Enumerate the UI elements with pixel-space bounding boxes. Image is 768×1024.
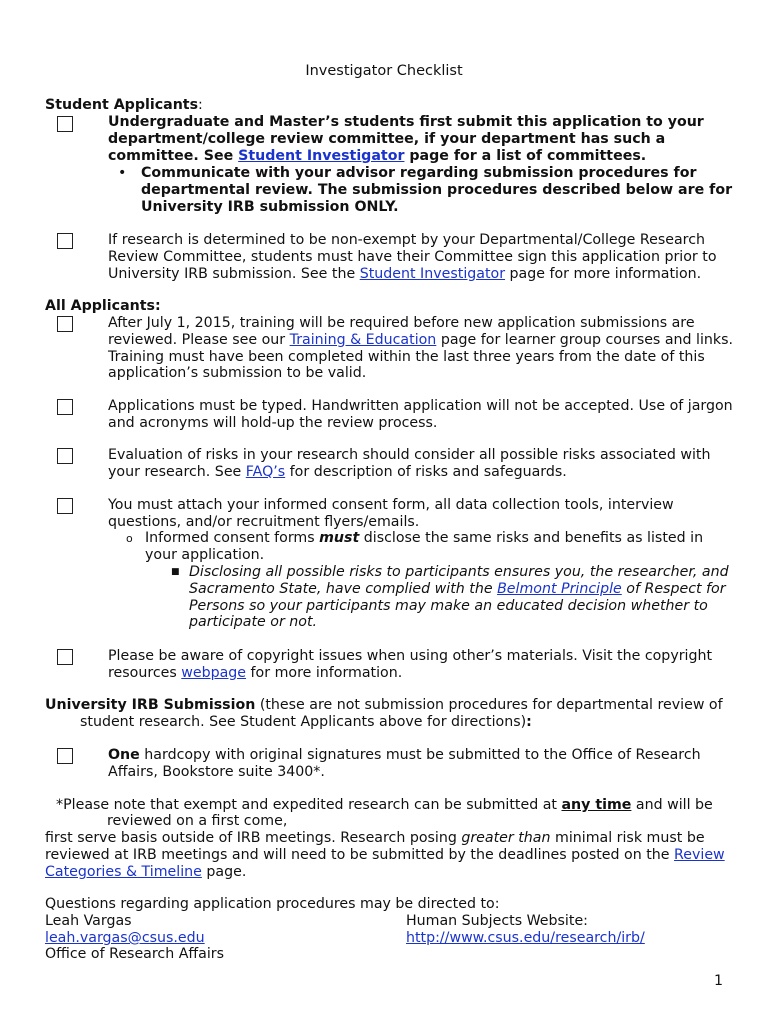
all-item1-post: page for learner group courses and links. Training must have been completed within the last three years from the date of this application’s submission to be valid. xyxy=(108,331,734,382)
contact-name: Leah Vargas xyxy=(45,913,132,929)
all-item2-text: Applications must be typed. Handwritten application will not be accepted. Use of jargon and acronyms will hold-up the review process. xyxy=(108,398,733,431)
item4-subsub-pre: Disclosing all possible risks to participants ensures you, the researcher, and Sacramento State, have complied with the xyxy=(189,564,729,597)
training-education-link[interactable]: Training & Education xyxy=(289,331,437,348)
all-item1-checkbox[interactable] xyxy=(57,316,73,332)
all-item3-text xyxy=(108,447,738,481)
all-item1-pre: After July 1, 2015, training will be required before new application submissions are reviewed. Please see our xyxy=(108,315,695,348)
belmont-principle-link[interactable]: Belmont Principle xyxy=(497,580,622,597)
student-item1-checkbox[interactable] xyxy=(57,116,73,132)
all-item1-text xyxy=(108,315,738,382)
student-item1-post: page for a list of committees. xyxy=(404,147,647,164)
student-item1-pre: Undergraduate and Master’s students first submit this application to your department/college review committee, if your department has such a committee. See xyxy=(108,114,704,164)
page-title: Investigator Checklist xyxy=(305,63,463,79)
student-investigator-link[interactable]: Student Investigator xyxy=(238,147,405,164)
faqs-link[interactable]: FAQ’s xyxy=(245,463,286,480)
student-investigator-link-2[interactable]: Student Investigator xyxy=(359,265,506,282)
all-item5-checkbox[interactable] xyxy=(57,649,73,665)
irb-heading-line2 xyxy=(80,714,740,731)
all-item5-pre: Please be aware of copyright issues when using other’s materials. Visit the copyright resources xyxy=(108,648,713,681)
irb-heading-line2-text: student research. See Student Applicants above for directions) xyxy=(80,714,527,730)
all-item2-checkbox[interactable] xyxy=(57,399,73,415)
circle-bullet-icon: o xyxy=(126,532,133,545)
contact-intro: Questions regarding application procedures may be directed to: xyxy=(45,896,500,912)
bullet-dot-icon: • xyxy=(118,165,127,181)
irb-note-line2: reviewed on a first come, xyxy=(107,813,288,829)
irb-heading xyxy=(45,697,745,714)
student-heading-text: Student Applicants xyxy=(45,97,199,113)
student-item2-text xyxy=(108,232,738,282)
all-item3-pre: Evaluation of risks in your research should consider all possible risks associated with your research. See xyxy=(108,447,711,480)
all-item3-post: for description of risks and safeguards. xyxy=(285,463,567,480)
student-heading-colon: : xyxy=(198,97,203,113)
irb-note-post: and will be xyxy=(631,797,713,813)
item4-sub-post: disclose the same risks and benefits as listed in your application. xyxy=(145,530,704,563)
irb-note-em: any time xyxy=(561,797,632,813)
irb-heading-rest: (these are not submission procedures for departmental review of xyxy=(255,697,723,713)
student-item1-bullet-text: Communicate with your advisor regarding submission procedures for departmental review. The submission procedures described below are for University IRB submission ONLY. xyxy=(141,165,733,215)
irb-note-line3-em: greater than xyxy=(461,830,551,846)
all-item4-text: You must attach your informed consent form, all data collection tools, interview questions, and/or recruitment flyers/emails. xyxy=(108,497,674,530)
website-label: Human Subjects Website: xyxy=(406,913,588,929)
irb-note-line3-post: minimal risk must be reviewed at IRB meetings and will need to be submitted by the deadlines posted on the xyxy=(45,830,705,863)
student-item2-post: page for more information. xyxy=(505,265,702,282)
irb-note-body xyxy=(45,830,735,880)
item4-subsub-post: of Respect for Persons so your participants may make an educated decision whether to participate or not. xyxy=(189,580,726,631)
copyright-webpage-link[interactable]: webpage xyxy=(181,664,247,681)
website-url-link[interactable]: http://www.csus.edu/research/irb/ xyxy=(406,930,645,946)
item4-sub-em: must xyxy=(319,530,360,546)
contact-email-link[interactable]: leah.vargas@csus.edu xyxy=(45,930,205,946)
irb-item1-bold: One xyxy=(108,747,140,763)
irb-item1-rest: hardcopy with original signatures must be submitted to the Office of Research Affairs, Bookstore suite 3400*. xyxy=(108,747,701,780)
irb-item1-checkbox[interactable] xyxy=(57,748,73,764)
page-number: 1 xyxy=(714,973,724,989)
all-item5-text xyxy=(108,648,738,682)
all-item4-subsub-text xyxy=(189,564,734,631)
all-item5-post: for more information. xyxy=(246,664,403,681)
student-item2-pre: If research is determined to be non-exempt by your Departmental/College Research Review Committee, students must have their Committee sign this application prior to University IRB submission. See the xyxy=(108,232,717,282)
all-item4-sub-text xyxy=(145,530,715,564)
student-item1-text xyxy=(108,114,738,164)
irb-note-pre: *Please note that exempt and expedited research can be submitted at xyxy=(56,797,562,813)
contact-office: Office of Research Affairs xyxy=(45,946,225,962)
irb-note-end: page. xyxy=(201,863,247,880)
irb-item1-text xyxy=(108,747,738,781)
irb-heading-colon: : xyxy=(526,714,532,730)
student-applicants-heading xyxy=(45,97,203,114)
all-applicants-heading: All Applicants: xyxy=(45,298,161,314)
square-bullet-icon: ■ xyxy=(171,567,180,577)
irb-heading-bold: University IRB Submission xyxy=(45,697,256,713)
all-item3-checkbox[interactable] xyxy=(57,448,73,464)
item4-sub-pre: Informed consent forms xyxy=(145,530,320,546)
review-categories-link[interactable]: Review Categories & Timeline xyxy=(45,846,725,880)
irb-note-line1 xyxy=(56,797,746,814)
all-item4-checkbox[interactable] xyxy=(57,498,73,514)
irb-note-line3-pre: first serve basis outside of IRB meetings. Research posing xyxy=(45,830,462,846)
student-item2-checkbox[interactable] xyxy=(57,233,73,249)
